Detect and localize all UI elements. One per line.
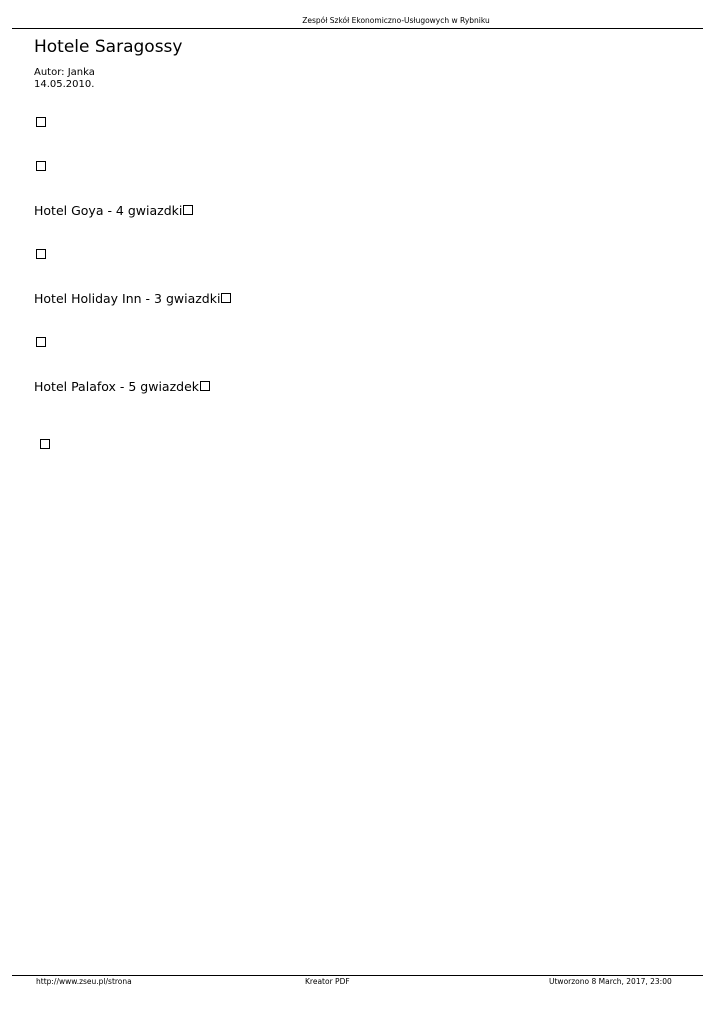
page-title: Hotele Saragossy [34, 37, 183, 57]
missing-glyph-icon [36, 337, 46, 347]
hotel-line-text: Hotel Goya - 4 gwiazdki [34, 203, 183, 218]
footer-generator: Kreator PDF [305, 977, 350, 986]
hotel-line-text: Hotel Palafox - 5 gwiazdek [34, 379, 200, 394]
missing-glyph-icon [36, 161, 46, 171]
publish-date: 14.05.2010. [34, 79, 95, 90]
missing-glyph-icon [200, 381, 210, 391]
footer-url[interactable]: http://www.zseu.pl/strona [36, 977, 132, 986]
hotel-line [34, 203, 193, 219]
hotel-line [34, 379, 210, 395]
missing-glyph-icon [36, 249, 46, 259]
header-divider [12, 28, 703, 29]
missing-glyph-icon [40, 439, 50, 449]
missing-glyph-icon [221, 293, 231, 303]
missing-glyph-icon [36, 117, 46, 127]
footer-divider [12, 975, 703, 976]
hotel-line-text: Hotel Holiday Inn - 3 gwiazdki [34, 291, 221, 306]
author-line: Autor: Janka [34, 67, 95, 78]
hotel-line [34, 291, 231, 307]
page-header: Zespół Szkół Ekonomiczno-Usługowych w Rybniku [302, 16, 490, 25]
missing-glyph-icon [183, 205, 193, 215]
footer-created: Utworzono 8 March, 2017, 23:00 [549, 977, 672, 986]
